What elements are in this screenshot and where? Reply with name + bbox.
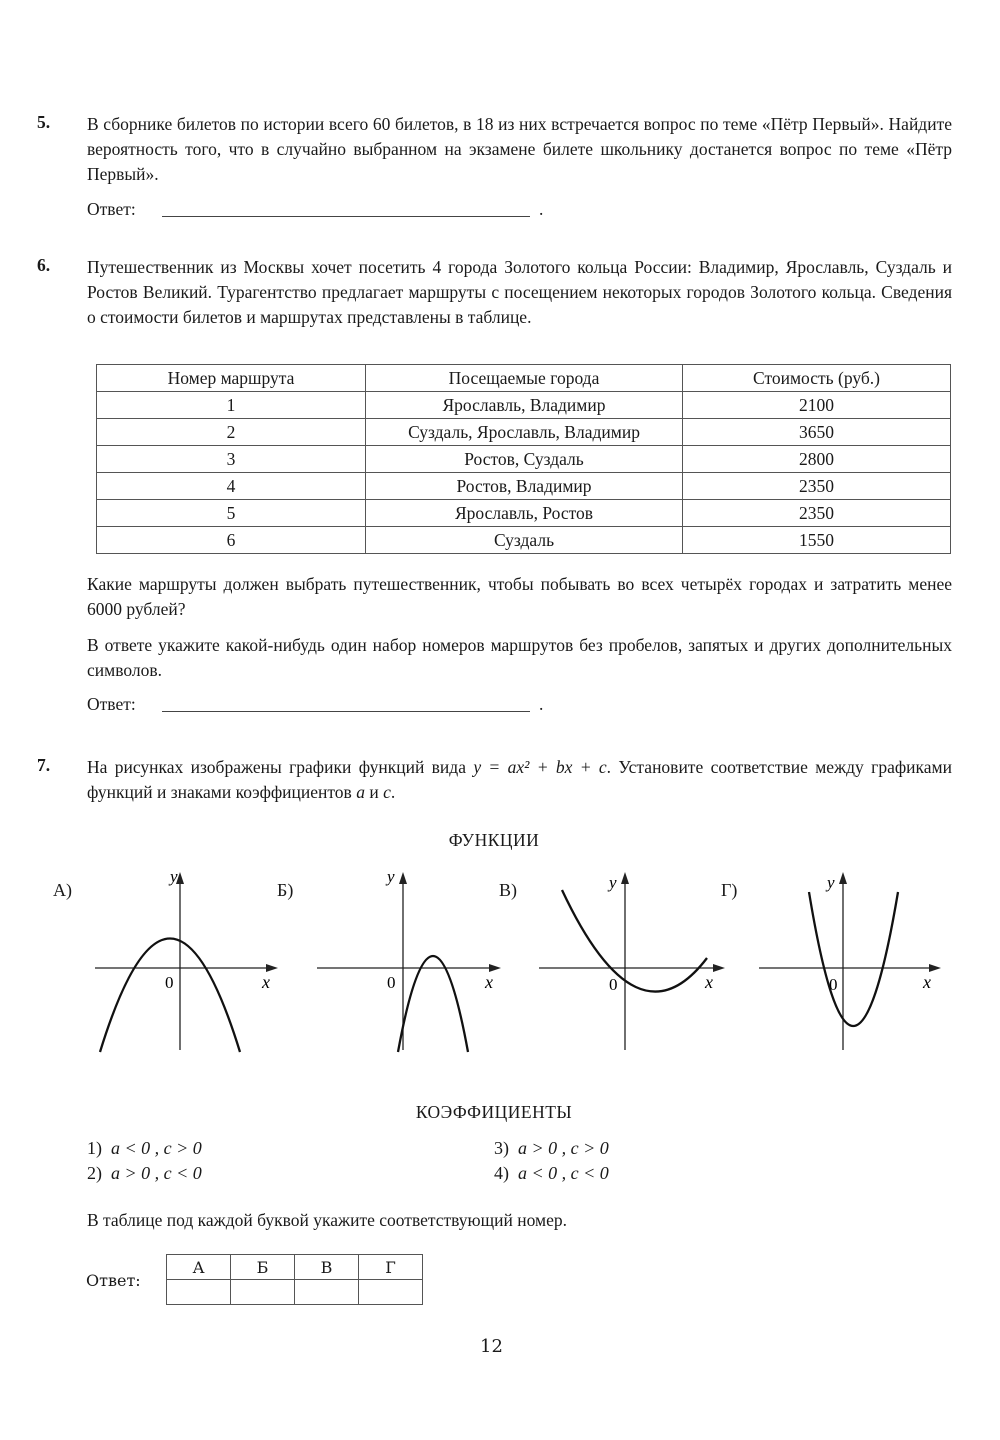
answer-header-v: В: [295, 1255, 359, 1280]
answer-cell-b[interactable]: [231, 1280, 295, 1305]
functions-title: ФУНКЦИИ: [448, 830, 540, 850]
task-question: Какие маршруты должен выбрать путешественник, чтобы побывать во всех четырёх городах и затратить менее 6000 рублей?: [87, 574, 952, 619]
task-number: 5.: [37, 112, 51, 132]
task-number: 6.: [37, 255, 51, 275]
coefficient-option-2: [87, 1163, 202, 1184]
route-cost: 3650: [683, 419, 951, 446]
page-number: 12: [480, 1336, 503, 1357]
answer-end: .: [539, 694, 544, 714]
route-cost: 2350: [683, 473, 951, 500]
var-c: c: [383, 782, 391, 802]
route-cities: Ростов, Владимир: [366, 473, 683, 500]
svg-text:y: y: [387, 870, 395, 886]
graph-d-parabola: [747, 870, 967, 1060]
option-number: 3): [494, 1138, 509, 1158]
svg-text:x: x: [705, 972, 713, 992]
header-route-number: Номер маршрута: [97, 365, 366, 392]
answer-label: Ответ:: [87, 694, 136, 714]
graph-a-parabola: [80, 870, 300, 1060]
coefficient-option-3: [494, 1138, 609, 1159]
answer-cell-a[interactable]: [167, 1280, 231, 1305]
option-number: 4): [494, 1163, 509, 1183]
route-cities: Суздаль: [366, 527, 683, 554]
var-a: a: [356, 782, 365, 802]
answer-table: [166, 1254, 423, 1305]
header-cities: Посещаемые города: [366, 365, 683, 392]
option-text: a > 0 , c > 0: [518, 1138, 609, 1158]
answer-header-a: А: [167, 1255, 231, 1280]
route-number: 5: [97, 500, 366, 527]
coefficient-option-4: [494, 1163, 609, 1184]
answer-end: .: [539, 199, 544, 219]
table-row: [97, 392, 951, 419]
routes-table: [96, 364, 951, 554]
graph-c-parabola: [527, 870, 747, 1060]
route-cost: 1550: [683, 527, 951, 554]
task-text: [87, 755, 952, 805]
task-text-part: На рисунках изображены графики функций вида: [87, 757, 474, 777]
answer-table-header: [167, 1255, 423, 1280]
answer-header-g: Г: [359, 1255, 423, 1280]
route-number: 6: [97, 527, 366, 554]
route-cost: 2350: [683, 500, 951, 527]
coefficients-title: КОЭФФИЦИЕНТЫ: [415, 1102, 573, 1122]
answer-cell-g[interactable]: [359, 1280, 423, 1305]
header-cost: Стоимость (руб.): [683, 365, 951, 392]
option-text: a < 0 , c < 0: [518, 1163, 609, 1183]
table-row: [97, 419, 951, 446]
table-row: [97, 500, 951, 527]
svg-text:y: y: [609, 873, 617, 892]
task-number: 7.: [37, 755, 51, 775]
graph-a-label: А): [53, 880, 72, 900]
svg-text:0: 0: [387, 973, 396, 992]
option-text: a > 0 , c < 0: [111, 1163, 202, 1183]
option-number: 2): [87, 1163, 102, 1183]
route-cities: Ростов, Суздаль: [366, 446, 683, 473]
task-instruction: В ответе укажите какой-нибудь один набор номеров маршрутов без пробелов, запятых и других дополнительных символов.: [87, 635, 952, 680]
option-number: 1): [87, 1138, 102, 1158]
route-cost: 2800: [683, 446, 951, 473]
graph-d-label: Г): [721, 880, 738, 900]
route-cost: 2100: [683, 392, 951, 419]
route-number: 1: [97, 392, 366, 419]
graph-c-label: В): [499, 880, 517, 900]
option-text: a < 0 , c > 0: [111, 1138, 202, 1158]
svg-text:y: y: [827, 873, 835, 892]
svg-text:x: x: [485, 972, 493, 992]
task-7-instruction: В таблице под каждой буквой укажите соответствующий номер.: [87, 1210, 567, 1230]
svg-text:y: y: [170, 870, 178, 886]
table-row: [97, 473, 951, 500]
svg-text:0: 0: [609, 975, 618, 994]
table-header-row: [97, 365, 951, 392]
task-text-part: и: [364, 782, 384, 802]
route-cities: Ярославль, Ростов: [366, 500, 683, 527]
answer-label: Ответ:: [86, 1271, 141, 1290]
answer-input-line[interactable]: [162, 216, 530, 217]
task-text-part: .: [390, 782, 396, 802]
table-row: [97, 527, 951, 554]
svg-text:x: x: [923, 972, 931, 992]
answer-label: Ответ:: [87, 199, 136, 219]
svg-text:0: 0: [829, 975, 838, 994]
answer-table-inputs: [167, 1280, 423, 1305]
route-cities: Суздаль, Ярославль, Владимир: [366, 419, 683, 446]
table-row: [97, 446, 951, 473]
svg-text:x: x: [262, 972, 270, 992]
answer-input-line[interactable]: [162, 711, 530, 712]
graph-b-parabola: [305, 870, 525, 1060]
answer-header-b: Б: [231, 1255, 295, 1280]
coefficient-option-1: [87, 1138, 202, 1159]
graph-b-label: Б): [277, 880, 294, 900]
formula: y = ax² + bx + c: [473, 757, 607, 777]
svg-text:0: 0: [165, 973, 174, 992]
task-text: В сборнике билетов по истории всего 60 билетов, в 18 из них встречается вопрос по теме «Пётр Первый». Найдите вероятность того, что в случайно выбранном на экзамене билете школьнику достанется вопрос по теме «Пётр Первый».: [87, 114, 952, 184]
route-number: 4: [97, 473, 366, 500]
task-text-part: . Установите соответствие между графиками функций и знаками коэффициентов: [87, 757, 952, 802]
route-number: 3: [97, 446, 366, 473]
task-text: Путешественник из Москвы хочет посетить 4 города Золотого кольца России: Владимир, Ярославль, Суздаль и Ростов Великий. Турагентство предлагает маршруты с посещением некоторых городов Золотого кольца. Сведения о стоимости билетов и маршрутах представлены в таблице.: [87, 257, 952, 327]
route-number: 2: [97, 419, 366, 446]
answer-cell-v[interactable]: [295, 1280, 359, 1305]
route-cities: Ярославль, Владимир: [366, 392, 683, 419]
